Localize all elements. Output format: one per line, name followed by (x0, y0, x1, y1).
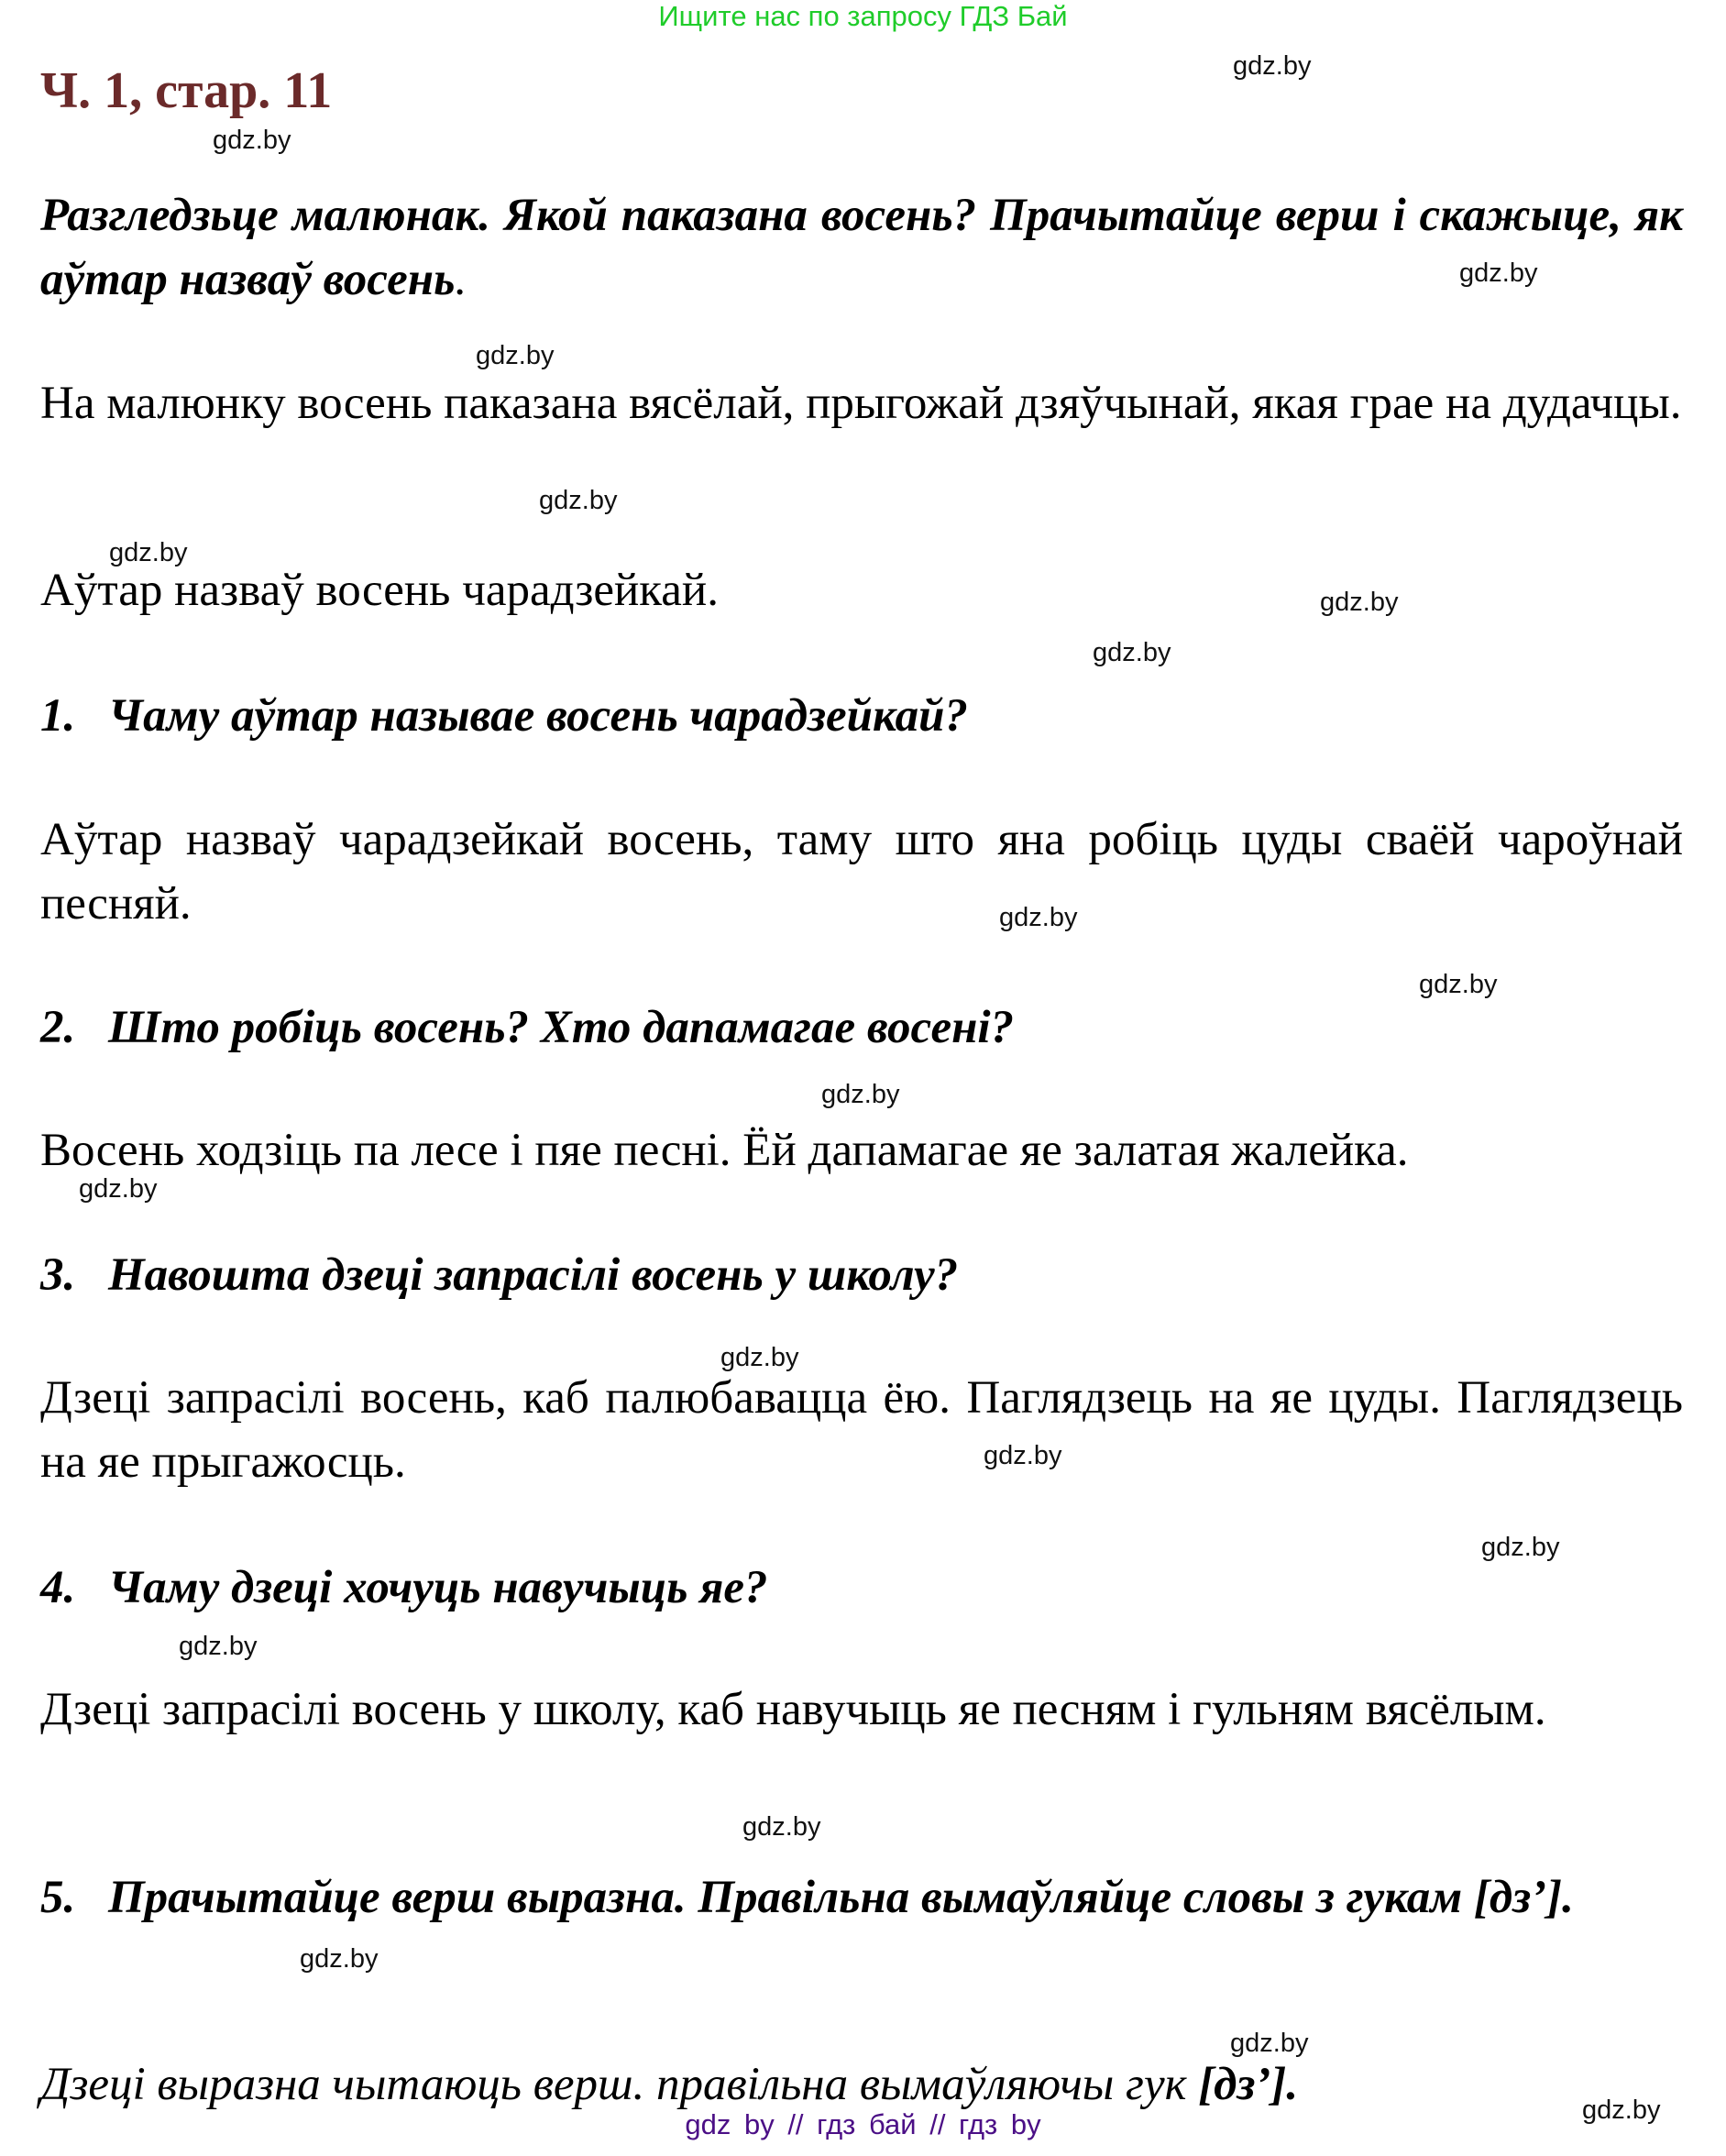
question-text: Што робіць восень? Хто дапамагае восені? (108, 1002, 1015, 1053)
question-4 (40, 1556, 1683, 1620)
watermark-text: gdz.by (1093, 638, 1171, 667)
task-instruction (40, 183, 1683, 312)
question-number: 3. (40, 1249, 76, 1301)
watermark-text: gdz.by (720, 1343, 799, 1372)
answer-1: Аўтар назваў чарадзейкай восень, таму што яна робіць цуды сваёй чароўнай песняй. (40, 814, 1683, 930)
answer-4: Дзеці запрасілі восень у школу, каб навучыць яе песням і гульням вясёлым. (40, 1684, 1546, 1735)
watermark-text: gdz.by (984, 1441, 1062, 1470)
task-instruction-text: Разгледзьце малюнак. Якой паказана восень? Прачытайце верш і скажыце, як аўтар назваў восень (40, 190, 1683, 305)
watermark-text: gdz.by (1320, 588, 1399, 617)
question-number: 4. (40, 1562, 76, 1613)
watermark-text: gdz.by (109, 538, 188, 567)
watermark-text: gdz.by (1230, 2029, 1309, 2058)
search-banner: Ищите нас по запросу ГДЗ Бай (658, 0, 1068, 32)
watermark-text: gdz.by (179, 1632, 258, 1661)
question-number: 1. (40, 690, 76, 742)
question-2 (40, 996, 1683, 1060)
question-text: Чаму дзеці хочуць навучыць яе? (108, 1562, 768, 1613)
watermark-text: gdz.by (213, 126, 291, 155)
watermark-text: gdz.by (1459, 258, 1538, 288)
watermark-text: gdz.by (476, 341, 555, 370)
footer-watermark: gdz by // гдз бай // гдз by (685, 2108, 1041, 2140)
watermark-text: gdz.by (1233, 51, 1312, 81)
answer-5-sound: [дз’]. (1198, 2059, 1299, 2110)
question-3 (40, 1243, 1683, 1307)
watermark-text: gdz.by (999, 903, 1078, 932)
question-text: Навошта дзеці запрасілі восень у школу? (108, 1249, 959, 1301)
watermark-text: gdz.by (742, 1812, 821, 1842)
intro-answer-1: На малюнку восень паказана вясёлай, прыгожай дзяўчынай, якая грае на дудачцы. (40, 378, 1682, 429)
watermark-text: gdz.by (1419, 970, 1498, 999)
watermark-text: gdz.by (79, 1174, 158, 1204)
task-instruction-end: . (455, 254, 467, 305)
answer-2: Восень ходзіць па лесе і пяе песні. Ёй дапамагае яе залатая жалейка. (40, 1125, 1409, 1176)
question-number: 5. (40, 1872, 76, 1923)
watermark-text: gdz.by (300, 1944, 379, 1974)
question-1 (40, 684, 1683, 748)
page-title: Ч. 1, стар. 11 (40, 62, 333, 119)
intro-answer-2: Аўтар назваў восень чарадзейкай. (40, 565, 719, 616)
answer-3: Дзеці запрасілі восень, каб палюбавацца ёю. Паглядзець на яе цуды. Паглядзець на яе прыгажосць. (40, 1372, 1683, 1488)
question-text: Чаму аўтар называе восень чарадзейкай? (108, 690, 968, 742)
question-number: 2. (40, 1002, 76, 1053)
watermark-text: gdz.by (1582, 2096, 1661, 2125)
answer-5-text: Дзеці выразна чытаюць верш. правільна вымаўляючы гук (40, 2059, 1187, 2110)
question-text: Прачытайце верш выразна. Правільна вымаўляйце словы з гукам [дз’]. (108, 1872, 1574, 1923)
question-5 (40, 1865, 1683, 1930)
watermark-text: gdz.by (821, 1080, 900, 1109)
watermark-text: gdz.by (539, 486, 618, 515)
watermark-text: gdz.by (1481, 1533, 1560, 1562)
